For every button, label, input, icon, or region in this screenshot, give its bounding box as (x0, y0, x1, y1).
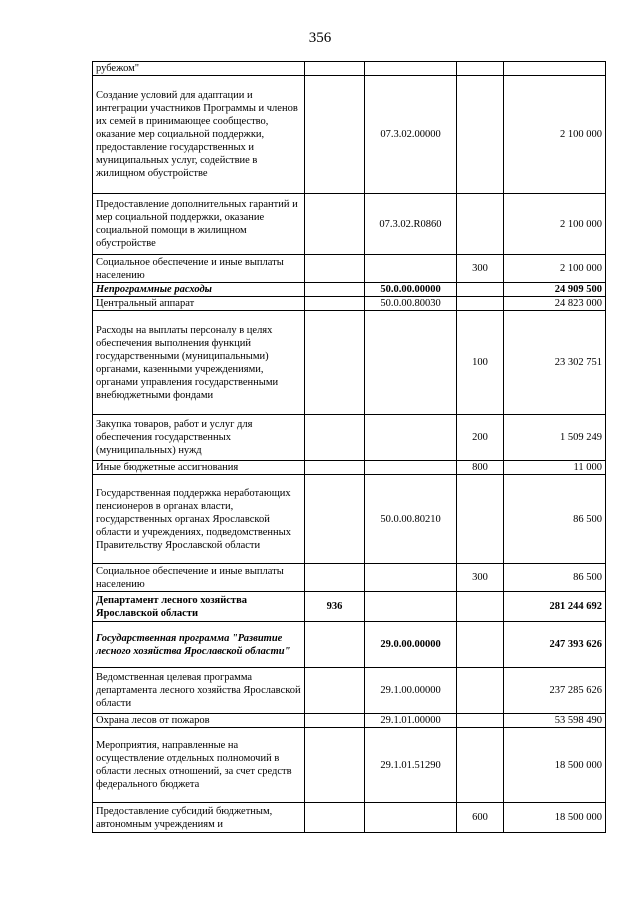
cell-code (365, 255, 457, 283)
cell-ministry (305, 283, 365, 297)
cell-name: Мероприятия, направленные на осуществление отдельных полномочий в области лесных отношений, за счет средств федерального бюджета (93, 728, 305, 803)
cell-name: Департамент лесного хозяйства Ярославской области (93, 592, 305, 622)
cell-ministry (305, 415, 365, 461)
cell-vr: 100 (457, 311, 504, 415)
cell-vr: 300 (457, 255, 504, 283)
cell-code: 50.0.00.80030 (365, 297, 457, 311)
cell-amount: 86 500 (504, 475, 606, 564)
cell-amount: 11 000 (504, 461, 606, 475)
cell-name: Ведомственная целевая программа департамента лесного хозяйства Ярославской области (93, 668, 305, 714)
table-row (93, 62, 606, 76)
cell-vr: 800 (457, 461, 504, 475)
cell-ministry (305, 728, 365, 803)
table-row (93, 592, 606, 622)
cell-name: Социальное обеспечение и иные выплаты населению (93, 564, 305, 592)
cell-code: 29.0.00.00000 (365, 622, 457, 668)
cell-code: 29.1.01.51290 (365, 728, 457, 803)
cell-vr (457, 714, 504, 728)
cell-name: Предоставление дополнительных гарантий и мер социальной поддержки, оказание социальной помощи в жилищном обустройстве (93, 194, 305, 255)
table-row (93, 714, 606, 728)
cell-code: 29.1.00.00000 (365, 668, 457, 714)
cell-ministry (305, 668, 365, 714)
table-row (93, 297, 606, 311)
table-row (93, 668, 606, 714)
cell-name: Предоставление субсидий бюджетным, автономным учреждениям и (93, 803, 305, 833)
table-row (93, 194, 606, 255)
cell-name: Создание условий для адаптации и интеграции участников Программы и членов их семей в принимающее сообщество, оказание мер социальной поддержки, предоставление государственных и муниципальных услуг, содействие в жилищном обустройстве (93, 76, 305, 194)
cell-vr: 200 (457, 415, 504, 461)
cell-name: Расходы на выплаты персоналу в целях обеспечения выполнения функций государственными (муниципальными) органами, казенными учреждениями, органами управления государственными внебюджетными фондами (93, 311, 305, 415)
budget-table-body (93, 62, 606, 833)
table-row (93, 76, 606, 194)
cell-amount: 281 244 692 (504, 592, 606, 622)
table-row (93, 803, 606, 833)
cell-vr: 300 (457, 564, 504, 592)
table-row (93, 564, 606, 592)
cell-vr: 600 (457, 803, 504, 833)
cell-code (365, 564, 457, 592)
cell-ministry (305, 76, 365, 194)
cell-code: 29.1.01.00000 (365, 714, 457, 728)
cell-ministry (305, 564, 365, 592)
table-row (93, 415, 606, 461)
page-number: 356 (308, 30, 332, 46)
cell-ministry (305, 194, 365, 255)
table-row (93, 311, 606, 415)
cell-amount: 18 500 000 (504, 803, 606, 833)
cell-vr (457, 475, 504, 564)
cell-ministry (305, 311, 365, 415)
cell-code (365, 62, 457, 76)
cell-ministry (305, 714, 365, 728)
cell-amount: 53 598 490 (504, 714, 606, 728)
cell-name: Государственная программа "Развитие лесного хозяйства Ярославской области" (93, 622, 305, 668)
cell-code: 50.0.00.80210 (365, 475, 457, 564)
cell-ministry (305, 622, 365, 668)
cell-code (365, 803, 457, 833)
cell-vr (457, 194, 504, 255)
cell-ministry: 936 (305, 592, 365, 622)
cell-amount: 2 100 000 (504, 255, 606, 283)
cell-amount: 23 302 751 (504, 311, 606, 415)
cell-code (365, 415, 457, 461)
cell-vr (457, 668, 504, 714)
table-row (93, 461, 606, 475)
cell-vr (457, 62, 504, 76)
cell-ministry (305, 475, 365, 564)
cell-amount: 86 500 (504, 564, 606, 592)
cell-vr (457, 728, 504, 803)
cell-ministry (305, 803, 365, 833)
cell-amount: 24 909 500 (504, 283, 606, 297)
cell-amount: 1 509 249 (504, 415, 606, 461)
cell-ministry (305, 297, 365, 311)
cell-vr (457, 297, 504, 311)
cell-name: Иные бюджетные ассигнования (93, 461, 305, 475)
table-row (93, 728, 606, 803)
cell-name: Закупка товаров, работ и услуг для обеспечения государственных (муниципальных) нужд (93, 415, 305, 461)
cell-amount: 24 823 000 (504, 297, 606, 311)
table-row (93, 283, 606, 297)
cell-vr (457, 283, 504, 297)
cell-name: Охрана лесов от пожаров (93, 714, 305, 728)
cell-name: Социальное обеспечение и иные выплаты населению (93, 255, 305, 283)
table-row (93, 475, 606, 564)
cell-name: Непрограммные расходы (93, 283, 305, 297)
budget-table (92, 61, 606, 833)
cell-code (365, 311, 457, 415)
cell-name: рубежом" (93, 62, 305, 76)
cell-amount: 2 100 000 (504, 194, 606, 255)
cell-vr (457, 622, 504, 668)
cell-name: Государственная поддержка неработающих пенсионеров в органах власти, государственных органах Ярославской области и учреждениях, подведомственных Правительству Ярославской области (93, 475, 305, 564)
cell-ministry (305, 62, 365, 76)
cell-code: 07.3.02.00000 (365, 76, 457, 194)
cell-vr (457, 592, 504, 622)
cell-ministry (305, 461, 365, 475)
cell-amount: 237 285 626 (504, 668, 606, 714)
cell-code (365, 461, 457, 475)
cell-code: 07.3.02.R0860 (365, 194, 457, 255)
table-row (93, 622, 606, 668)
cell-ministry (305, 255, 365, 283)
cell-amount: 2 100 000 (504, 76, 606, 194)
cell-code: 50.0.00.00000 (365, 283, 457, 297)
cell-name: Центральный аппарат (93, 297, 305, 311)
cell-amount (504, 62, 606, 76)
cell-amount: 247 393 626 (504, 622, 606, 668)
table-row (93, 255, 606, 283)
cell-amount: 18 500 000 (504, 728, 606, 803)
cell-code (365, 592, 457, 622)
cell-vr (457, 76, 504, 194)
